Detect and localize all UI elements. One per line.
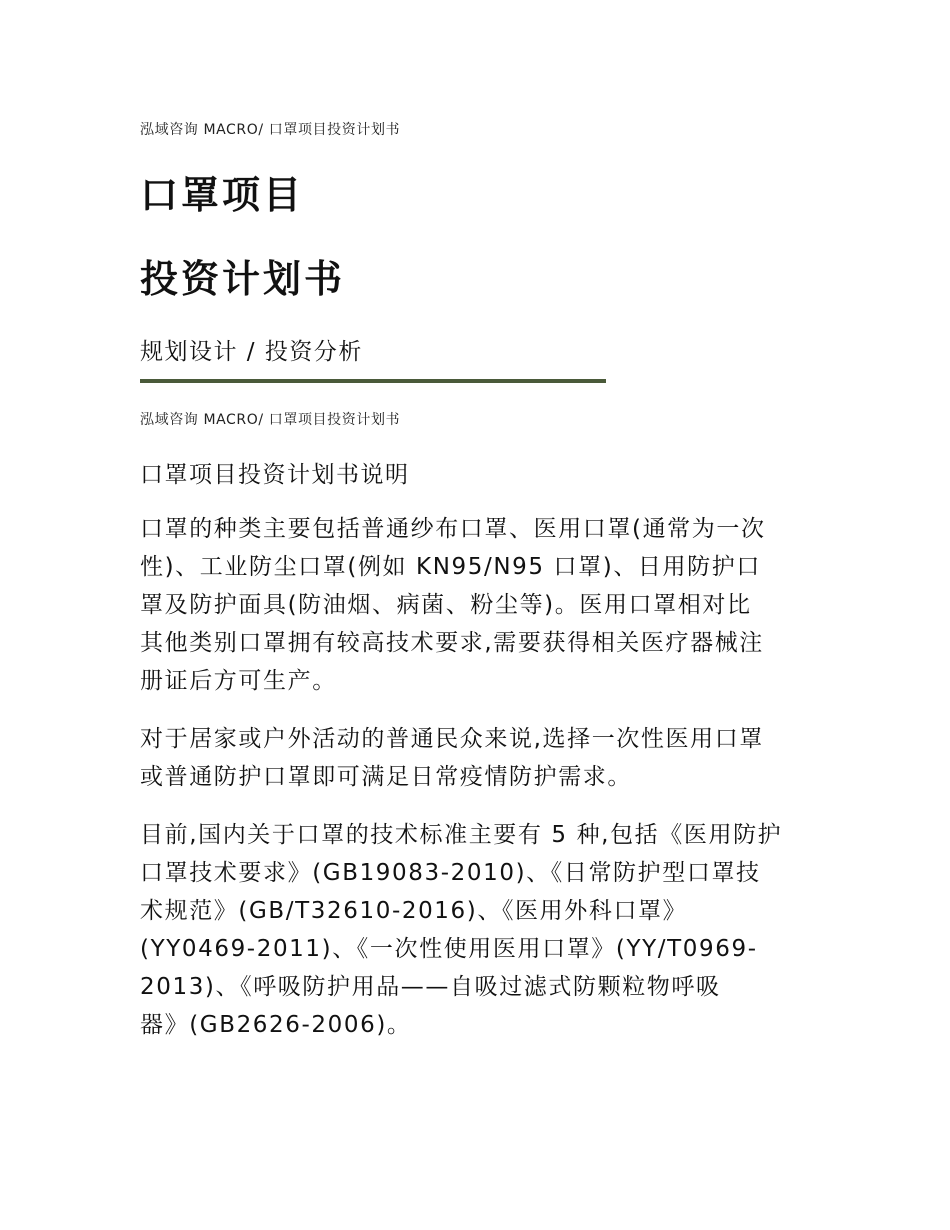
paragraph-line: 目前,国内关于口罩的技术标准主要有 5 种,包括《医用防护 — [140, 822, 783, 848]
paragraph-3 — [140, 816, 810, 1044]
document-title-line-2: 投资计划书 — [140, 257, 346, 301]
paragraph-line: 口罩技术要求》(GB19083-2010)、《日常防护型口罩技 — [140, 860, 761, 886]
paragraph-line: 2013)、《呼吸防护用品——自吸过滤式防颗粒物呼吸 — [140, 974, 721, 1000]
paragraph-line: 或普通防护口罩即可满足日常疫情防护需求。 — [140, 764, 632, 790]
paragraph-line: 术规范》(GB/T32610-2016)、《医用外科口罩》 — [140, 898, 688, 924]
document-title-line-1: 口罩项目 — [140, 173, 305, 217]
section-heading: 口罩项目投资计划书说明 — [140, 462, 410, 488]
paragraph-line: (YY0469-2011)、《一次性使用医用口罩》(YY/T0969- — [140, 936, 758, 962]
running-header-second: 泓域咨询 MACRO/ 口罩项目投资计划书 — [140, 412, 401, 428]
paragraph-line: 对于居家或户外活动的普通民众来说,选择一次性医用口罩 — [140, 726, 764, 752]
document-subtitle: 规划设计 / 投资分析 — [140, 339, 363, 365]
paragraph-line: 其他类别口罩拥有较高技术要求,需要获得相关医疗器械注 — [140, 630, 764, 656]
paragraph-line: 罩及防护面具(防油烟、病菌、粉尘等)。医用口罩相对比 — [140, 592, 752, 618]
paragraph-1 — [140, 510, 810, 700]
paragraph-2 — [140, 720, 810, 796]
running-header-top: 泓域咨询 MACRO/ 口罩项目投资计划书 — [140, 122, 401, 138]
paragraph-line: 性)、工业防尘口罩(例如 KN95/N95 口罩)、日用防护口 — [140, 554, 761, 580]
title-divider-rule — [140, 379, 606, 383]
paragraph-line: 器》(GB2626-2006)。 — [140, 1012, 412, 1038]
paragraph-line: 册证后方可生产。 — [140, 668, 337, 694]
paragraph-line: 口罩的种类主要包括普通纱布口罩、医用口罩(通常为一次 — [140, 516, 766, 542]
